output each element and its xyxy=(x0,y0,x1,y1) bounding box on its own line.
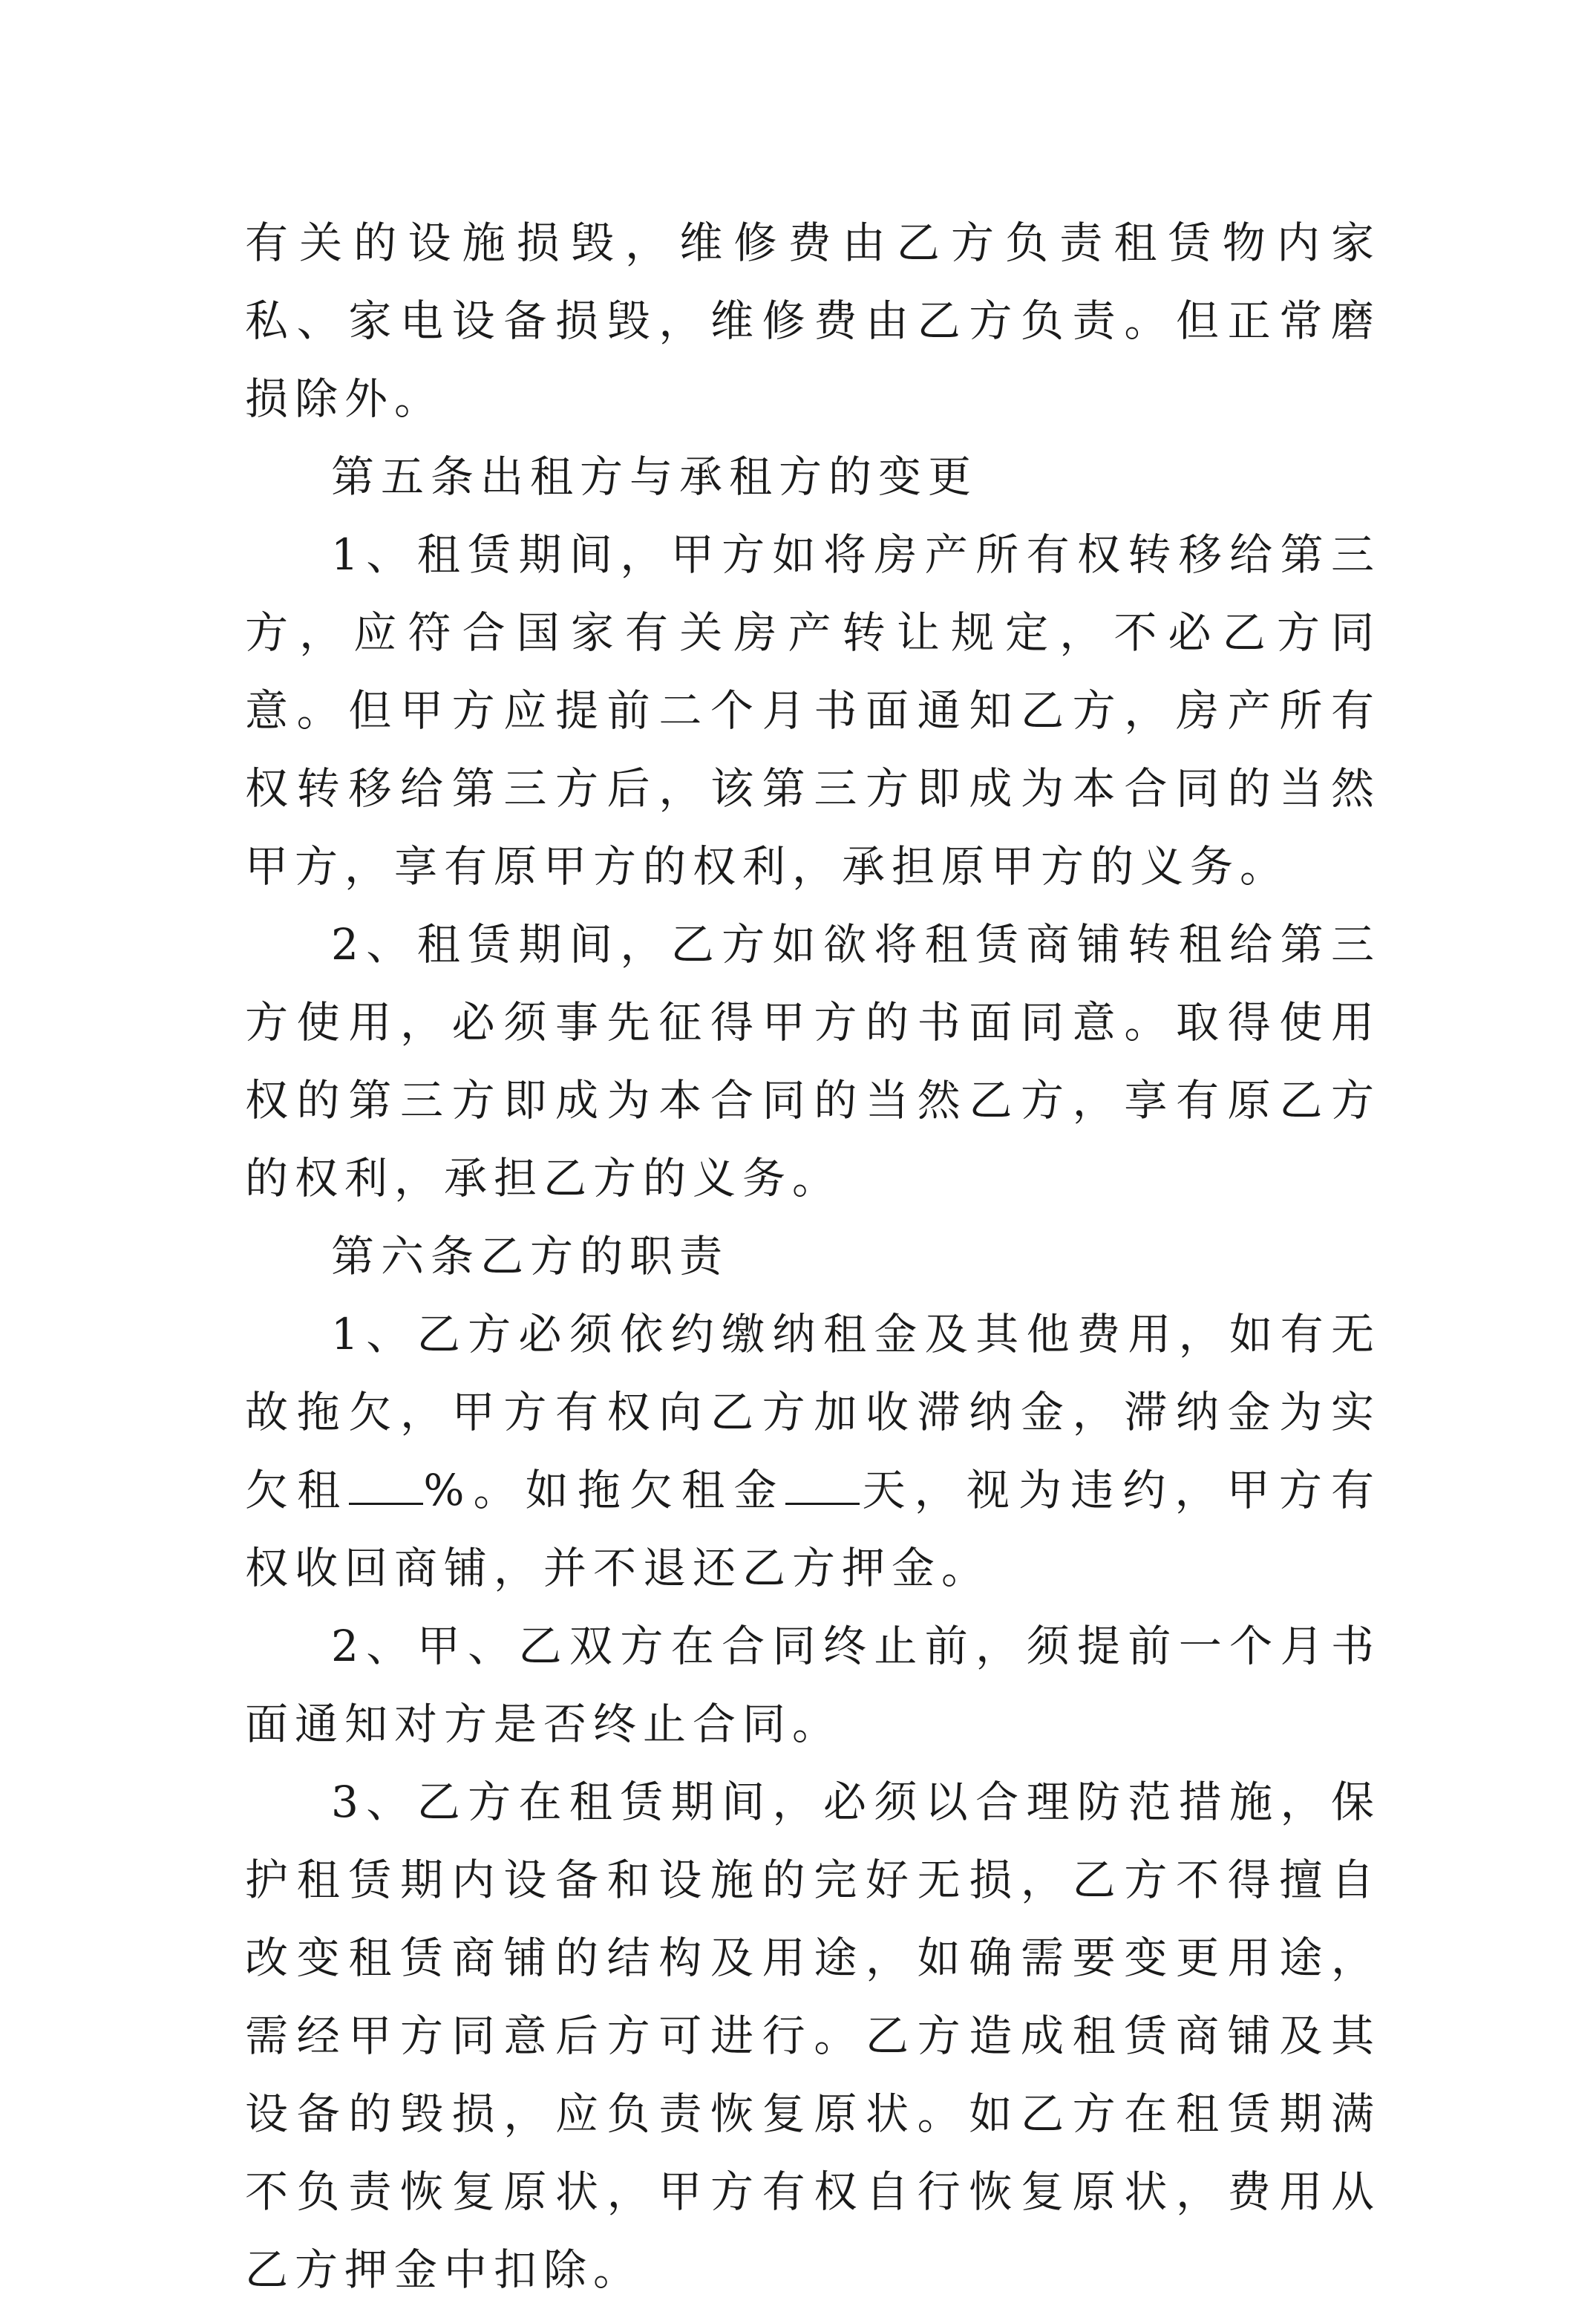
heading-article-5: 第五条出租方与承租方的变更 xyxy=(331,451,978,502)
paragraph-article-6-item-1-part2: %。如拖欠租金 xyxy=(423,1465,786,1515)
paragraph-article-6-item-2: 2、甲、乙双方在合同终止前，须提前一个月书面通知对方是否终止合同。 xyxy=(245,1621,1381,1749)
fill-in-blank-late-fee-percent xyxy=(349,1466,423,1505)
paragraph-article-5-item-2: 2、租赁期间，乙方如欲将租赁商铺转租给第三方使用，必须事先征得甲方的书面同意。取得使用权的第三方即成为本合同的当然乙方，享有原乙方的权利，承担乙方的义务。 xyxy=(245,919,1381,1204)
paragraph-article-5-item-1: 1、租赁期间，甲方如将房产所有权转移给第三方，应符合国家有关房产转让规定，不必乙方同意。但甲方应提前二个月书面通知乙方，房产所有权转移给第三方后，该第三方即成为本合同的当然甲方，享有原甲方的权利，承担原甲方的义务。 xyxy=(245,529,1381,892)
paragraph-article-6-item-1-part1: 1、乙方必须依约缴纳租金及其他费用，如有无故拖欠，甲方有权向乙方加收滞纳金，滞纳金为实欠租 xyxy=(245,1309,1381,1515)
fill-in-blank-overdue-days xyxy=(785,1466,860,1505)
document-body xyxy=(245,204,1381,2309)
paragraph-article-6-item-1 xyxy=(245,1296,1381,1607)
paragraph-article-6-item-1-part3: 天，视为违约，甲方有权收回商铺，并不退还乙方押金。 xyxy=(245,1465,1381,1593)
heading-article-6: 第六条乙方的职责 xyxy=(331,1231,730,1281)
paragraph-article-6-item-3: 3、乙方在租赁期间，必须以合理防范措施，保护租赁期内设备和设施的完好无损，乙方不得擅自改变租赁商铺的结构及用途，如确需要变更用途，需经甲方同意后方可进行。乙方造成租赁商铺及其设备的毁损，应负责恢复原状。如乙方在租赁期满不负责恢复原状，甲方有权自行恢复原状，费用从乙方押金中扣除。 xyxy=(245,1777,1381,2295)
paragraph-continued-damage-clause: 有关的设施损毁，维修费由乙方负责租赁物内家私、家电设备损毁，维修费由乙方负责。但正常磨损除外。 xyxy=(245,218,1381,424)
